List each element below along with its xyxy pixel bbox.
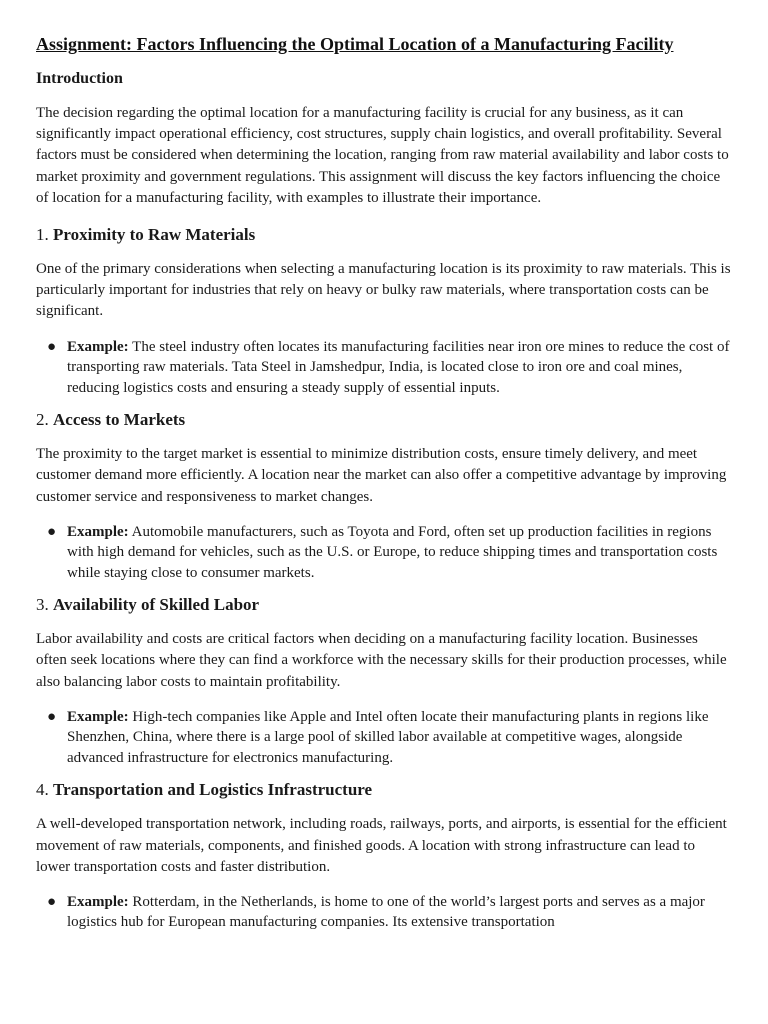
section-title: Availability of Skilled Labor: [53, 595, 260, 615]
bullet-icon: ●: [47, 523, 57, 540]
section-title: Transportation and Logistics Infrastructure: [53, 780, 373, 800]
bullet-icon: ●: [47, 338, 57, 355]
example-item: [36, 337, 732, 399]
example-text: The steel industry often locates its manufacturing facilities near iron ore mines to reduce the cost of transporting raw materials. Tata Steel in Jamshedpur, India, is located close to iron ore and coal mines, reducing logistics costs and ensuring a steady supply of essential inputs.: [67, 338, 730, 396]
bullet-icon: ●: [47, 708, 57, 725]
example-label: Example:: [67, 338, 129, 355]
section-number: 4.: [36, 780, 49, 800]
section-number: 2.: [36, 410, 49, 430]
section-paragraph-4: A well-developed transportation network, including roads, railways, ports, and airports, is essential for the efficient movement of raw materials, components, and finished goods. A location with strong infrastructure can lead to lower transportation costs and faster distribution.: [36, 816, 727, 875]
section-heading-2: [36, 408, 732, 432]
section-heading-4: [36, 778, 732, 802]
example-list-3: [36, 707, 732, 769]
section-heading-3: [36, 593, 732, 617]
intro-heading: Introduction: [36, 70, 123, 87]
section-title: Access to Markets: [53, 410, 186, 430]
section-number: 3.: [36, 595, 49, 615]
example-label: Example:: [67, 708, 129, 725]
example-label: Example:: [67, 523, 129, 540]
example-text: Automobile manufacturers, such as Toyota and Ford, often set up production facilities in regions with high demand for vehicles, such as the U.S. or Europe, to reduce shipping times and transportation costs while staying close to consumer markets.: [67, 523, 718, 581]
section-title: Proximity to Raw Materials: [53, 225, 256, 245]
intro-paragraph: The decision regarding the optimal location for a manufacturing facility is crucial for any business, as it can significantly impact operational efficiency, cost structures, supply chain logistics, and overall profitability. Several factors must be considered when determining the location, ranging from raw material availability and labor costs to market proximity and government regulations. This assignment will discuss the key factors influencing the choice of location for a manufacturing facility, with examples to illustrate their importance.: [36, 105, 729, 206]
section-heading-1: [36, 223, 732, 247]
example-list-4: [36, 892, 732, 933]
example-item: [36, 522, 732, 584]
example-list-2: [36, 522, 732, 584]
section-number: 1.: [36, 225, 49, 245]
section-paragraph-1: One of the primary considerations when selecting a manufacturing location is its proximity to raw materials. This is particularly important for industries that rely on heavy or bulky raw materials, where transportation costs can be significant.: [36, 261, 731, 320]
bullet-icon: ●: [47, 893, 57, 910]
example-item: [36, 892, 732, 933]
example-label: Example:: [67, 893, 129, 910]
example-item: [36, 707, 732, 769]
section-paragraph-2: The proximity to the target market is essential to minimize distribution costs, ensure timely delivery, and meet customer demand more efficiently. A location near the market can also offer a competitive advantage by improving customer service and responsiveness to market changes.: [36, 446, 727, 505]
example-list-1: [36, 337, 732, 399]
section-paragraph-3: Labor availability and costs are critical factors when deciding on a manufacturing facility location. Businesses often seek locations where they can find a workforce with the necessary skills for their production processes, while also balancing labor costs to maintain profitability.: [36, 631, 727, 690]
example-text: High-tech companies like Apple and Intel often locate their manufacturing plants in regions like Shenzhen, China, where there is a large pool of skilled labor available at competitive wages, alongside advanced infrastructure for electronics manufacturing.: [67, 708, 709, 766]
document-title: Assignment: Factors Influencing the Optimal Location of a Manufacturing Facility: [36, 34, 674, 54]
example-text: Rotterdam, in the Netherlands, is home to one of the world’s largest ports and serves as a major logistics hub for European manufacturing companies. Its extensive transportation: [67, 893, 705, 931]
